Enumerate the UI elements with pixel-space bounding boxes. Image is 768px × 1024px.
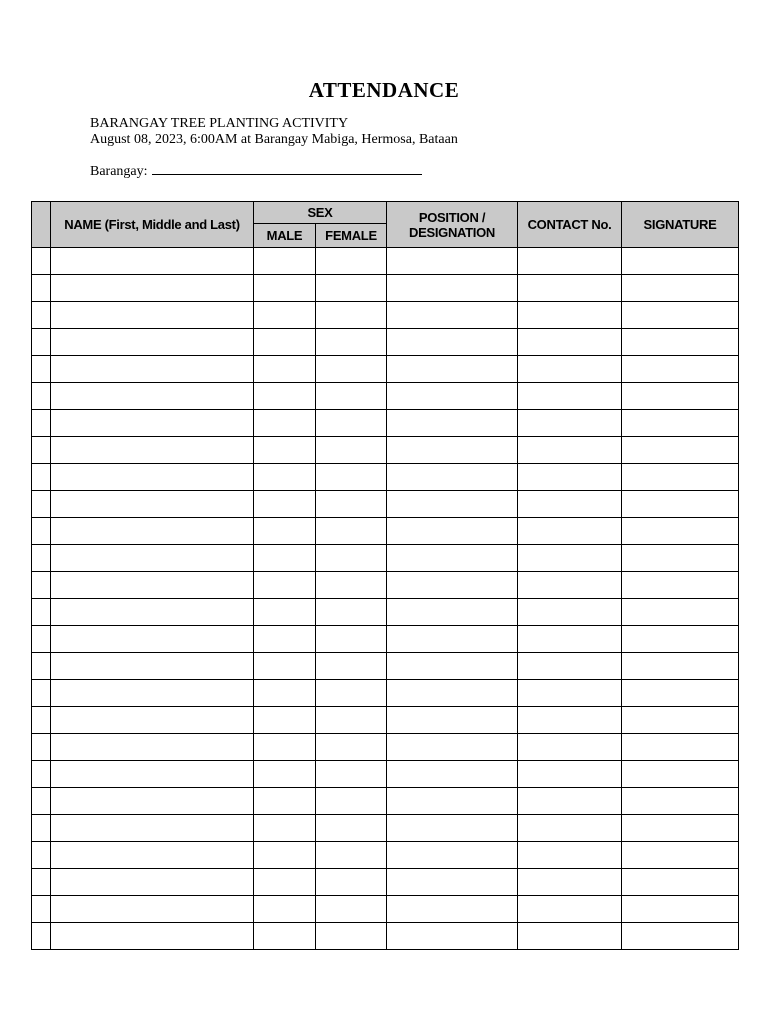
position-cell[interactable] bbox=[387, 275, 518, 302]
signature-cell[interactable] bbox=[622, 275, 739, 302]
contact-cell[interactable] bbox=[518, 896, 622, 923]
signature-cell[interactable] bbox=[622, 923, 739, 950]
row-number-cell[interactable] bbox=[32, 491, 51, 518]
table-row bbox=[32, 545, 739, 572]
contact-cell[interactable] bbox=[518, 545, 622, 572]
name-cell[interactable] bbox=[51, 329, 254, 356]
female-cell[interactable] bbox=[316, 788, 387, 815]
male-cell[interactable] bbox=[254, 248, 316, 275]
position-cell[interactable] bbox=[387, 464, 518, 491]
female-cell[interactable] bbox=[316, 572, 387, 599]
table-row bbox=[32, 329, 739, 356]
activity-info bbox=[90, 116, 458, 148]
table-row bbox=[32, 869, 739, 896]
table-row bbox=[32, 518, 739, 545]
row-number-cell[interactable] bbox=[32, 410, 51, 437]
row-number-cell[interactable] bbox=[32, 356, 51, 383]
row-number-cell[interactable] bbox=[32, 815, 51, 842]
position-cell[interactable] bbox=[387, 302, 518, 329]
contact-cell[interactable] bbox=[518, 383, 622, 410]
position-cell[interactable] bbox=[387, 599, 518, 626]
position-cell[interactable] bbox=[387, 491, 518, 518]
contact-cell[interactable] bbox=[518, 788, 622, 815]
male-cell[interactable] bbox=[254, 437, 316, 464]
signature-cell[interactable] bbox=[622, 815, 739, 842]
male-cell[interactable] bbox=[254, 545, 316, 572]
page-title: ATTENDANCE bbox=[308, 78, 460, 102]
header-contact: CONTACT No. bbox=[518, 202, 622, 248]
table-row bbox=[32, 734, 739, 761]
row-number-cell[interactable] bbox=[32, 275, 51, 302]
male-cell[interactable] bbox=[254, 707, 316, 734]
table-row bbox=[32, 788, 739, 815]
row-number-cell[interactable] bbox=[32, 734, 51, 761]
contact-cell[interactable] bbox=[518, 734, 622, 761]
position-cell[interactable] bbox=[387, 815, 518, 842]
table-row bbox=[32, 680, 739, 707]
name-cell[interactable] bbox=[51, 248, 254, 275]
signature-cell[interactable] bbox=[622, 761, 739, 788]
signature-cell[interactable] bbox=[622, 248, 739, 275]
signature-cell[interactable] bbox=[622, 626, 739, 653]
header-female: FEMALE bbox=[316, 224, 387, 248]
position-cell[interactable] bbox=[387, 734, 518, 761]
contact-cell[interactable] bbox=[518, 572, 622, 599]
table-row bbox=[32, 302, 739, 329]
female-cell[interactable] bbox=[316, 626, 387, 653]
name-cell[interactable] bbox=[51, 491, 254, 518]
signature-cell[interactable] bbox=[622, 707, 739, 734]
position-cell[interactable] bbox=[387, 329, 518, 356]
male-cell[interactable] bbox=[254, 815, 316, 842]
contact-cell[interactable] bbox=[518, 869, 622, 896]
table-row bbox=[32, 275, 739, 302]
signature-cell[interactable] bbox=[622, 518, 739, 545]
signature-cell[interactable] bbox=[622, 383, 739, 410]
row-number-cell[interactable] bbox=[32, 869, 51, 896]
row-number-cell[interactable] bbox=[32, 437, 51, 464]
male-cell[interactable] bbox=[254, 383, 316, 410]
row-number-cell[interactable] bbox=[32, 572, 51, 599]
female-cell[interactable] bbox=[316, 869, 387, 896]
table-row bbox=[32, 923, 739, 950]
row-number-cell[interactable] bbox=[32, 707, 51, 734]
female-cell[interactable] bbox=[316, 410, 387, 437]
table-row bbox=[32, 464, 739, 491]
male-cell[interactable] bbox=[254, 734, 316, 761]
table-row bbox=[32, 248, 739, 275]
male-cell[interactable] bbox=[254, 302, 316, 329]
attendance-table bbox=[31, 201, 739, 950]
female-cell[interactable] bbox=[316, 923, 387, 950]
contact-cell[interactable] bbox=[518, 923, 622, 950]
row-number-cell[interactable] bbox=[32, 545, 51, 572]
row-number-cell[interactable] bbox=[32, 626, 51, 653]
contact-cell[interactable] bbox=[518, 356, 622, 383]
female-cell[interactable] bbox=[316, 248, 387, 275]
name-cell[interactable] bbox=[51, 275, 254, 302]
contact-cell[interactable] bbox=[518, 437, 622, 464]
position-cell[interactable] bbox=[387, 923, 518, 950]
row-number-cell[interactable] bbox=[32, 599, 51, 626]
female-cell[interactable] bbox=[316, 356, 387, 383]
signature-cell[interactable] bbox=[622, 545, 739, 572]
row-number-cell[interactable] bbox=[32, 761, 51, 788]
row-number-cell[interactable] bbox=[32, 653, 51, 680]
row-number-cell[interactable] bbox=[32, 923, 51, 950]
male-cell[interactable] bbox=[254, 680, 316, 707]
male-cell[interactable] bbox=[254, 653, 316, 680]
name-cell[interactable] bbox=[51, 545, 254, 572]
activity-name: BARANGAY TREE PLANTING ACTIVITY bbox=[90, 116, 349, 131]
header-number bbox=[32, 202, 51, 248]
male-cell[interactable] bbox=[254, 275, 316, 302]
position-cell[interactable] bbox=[387, 572, 518, 599]
male-cell[interactable] bbox=[254, 356, 316, 383]
position-cell[interactable] bbox=[387, 896, 518, 923]
female-cell[interactable] bbox=[316, 545, 387, 572]
signature-cell[interactable] bbox=[622, 680, 739, 707]
barangay-field bbox=[90, 160, 422, 180]
position-cell[interactable] bbox=[387, 518, 518, 545]
name-cell[interactable] bbox=[51, 464, 254, 491]
header-name: NAME (First, Middle and Last) bbox=[51, 202, 254, 248]
table-row bbox=[32, 437, 739, 464]
female-cell[interactable] bbox=[316, 329, 387, 356]
female-cell[interactable] bbox=[316, 761, 387, 788]
row-number-cell[interactable] bbox=[32, 383, 51, 410]
contact-cell[interactable] bbox=[518, 302, 622, 329]
header-signature: SIGNATURE bbox=[622, 202, 739, 248]
table-row bbox=[32, 707, 739, 734]
female-cell[interactable] bbox=[316, 734, 387, 761]
male-cell[interactable] bbox=[254, 788, 316, 815]
female-cell[interactable] bbox=[316, 599, 387, 626]
position-cell[interactable] bbox=[387, 761, 518, 788]
table-row bbox=[32, 491, 739, 518]
name-cell[interactable] bbox=[51, 707, 254, 734]
female-cell[interactable] bbox=[316, 302, 387, 329]
position-cell[interactable] bbox=[387, 437, 518, 464]
row-number-cell[interactable] bbox=[32, 248, 51, 275]
name-cell[interactable] bbox=[51, 680, 254, 707]
contact-cell[interactable] bbox=[518, 248, 622, 275]
signature-cell[interactable] bbox=[622, 896, 739, 923]
name-cell[interactable] bbox=[51, 599, 254, 626]
table-row bbox=[32, 653, 739, 680]
signature-cell[interactable] bbox=[622, 653, 739, 680]
row-number-cell[interactable] bbox=[32, 329, 51, 356]
female-cell[interactable] bbox=[316, 275, 387, 302]
signature-cell[interactable] bbox=[622, 464, 739, 491]
activity-date-location: August 08, 2023, 6:00AM at Barangay Mabiga, Hermosa, Bataan bbox=[90, 132, 458, 147]
table-row bbox=[32, 761, 739, 788]
position-cell[interactable] bbox=[387, 680, 518, 707]
name-cell[interactable] bbox=[51, 842, 254, 869]
name-cell[interactable] bbox=[51, 302, 254, 329]
table-row bbox=[32, 842, 739, 869]
contact-cell[interactable] bbox=[518, 680, 622, 707]
signature-cell[interactable] bbox=[622, 410, 739, 437]
contact-cell[interactable] bbox=[518, 518, 622, 545]
name-cell[interactable] bbox=[51, 572, 254, 599]
position-cell[interactable] bbox=[387, 653, 518, 680]
signature-cell[interactable] bbox=[622, 788, 739, 815]
signature-cell[interactable] bbox=[622, 437, 739, 464]
name-cell[interactable] bbox=[51, 626, 254, 653]
male-cell[interactable] bbox=[254, 761, 316, 788]
signature-cell[interactable] bbox=[622, 356, 739, 383]
signature-cell[interactable] bbox=[622, 572, 739, 599]
table-row bbox=[32, 815, 739, 842]
contact-cell[interactable] bbox=[518, 491, 622, 518]
signature-cell[interactable] bbox=[622, 599, 739, 626]
signature-cell[interactable] bbox=[622, 869, 739, 896]
male-cell[interactable] bbox=[254, 410, 316, 437]
male-cell[interactable] bbox=[254, 869, 316, 896]
position-cell[interactable] bbox=[387, 545, 518, 572]
name-cell[interactable] bbox=[51, 437, 254, 464]
female-cell[interactable] bbox=[316, 896, 387, 923]
position-cell[interactable] bbox=[387, 707, 518, 734]
row-number-cell[interactable] bbox=[32, 518, 51, 545]
name-cell[interactable] bbox=[51, 518, 254, 545]
female-cell[interactable] bbox=[316, 437, 387, 464]
row-number-cell[interactable] bbox=[32, 680, 51, 707]
contact-cell[interactable] bbox=[518, 464, 622, 491]
barangay-blank-line bbox=[152, 160, 422, 175]
signature-cell[interactable] bbox=[622, 491, 739, 518]
name-cell[interactable] bbox=[51, 653, 254, 680]
row-number-cell[interactable] bbox=[32, 302, 51, 329]
contact-cell[interactable] bbox=[518, 626, 622, 653]
male-cell[interactable] bbox=[254, 599, 316, 626]
position-cell[interactable] bbox=[387, 356, 518, 383]
contact-cell[interactable] bbox=[518, 653, 622, 680]
female-cell[interactable] bbox=[316, 383, 387, 410]
signature-cell[interactable] bbox=[622, 734, 739, 761]
position-cell[interactable] bbox=[387, 410, 518, 437]
male-cell[interactable] bbox=[254, 626, 316, 653]
male-cell[interactable] bbox=[254, 464, 316, 491]
contact-cell[interactable] bbox=[518, 329, 622, 356]
male-cell[interactable] bbox=[254, 329, 316, 356]
male-cell[interactable] bbox=[254, 896, 316, 923]
position-cell[interactable] bbox=[387, 842, 518, 869]
male-cell[interactable] bbox=[254, 842, 316, 869]
name-cell[interactable] bbox=[51, 761, 254, 788]
female-cell[interactable] bbox=[316, 815, 387, 842]
male-cell[interactable] bbox=[254, 923, 316, 950]
female-cell[interactable] bbox=[316, 707, 387, 734]
position-cell[interactable] bbox=[387, 788, 518, 815]
table-row bbox=[32, 572, 739, 599]
name-cell[interactable] bbox=[51, 356, 254, 383]
contact-cell[interactable] bbox=[518, 761, 622, 788]
table-row bbox=[32, 896, 739, 923]
position-cell[interactable] bbox=[387, 626, 518, 653]
name-cell[interactable] bbox=[51, 410, 254, 437]
position-cell[interactable] bbox=[387, 383, 518, 410]
name-cell[interactable] bbox=[51, 869, 254, 896]
table-row bbox=[32, 383, 739, 410]
contact-cell[interactable] bbox=[518, 815, 622, 842]
female-cell[interactable] bbox=[316, 653, 387, 680]
signature-cell[interactable] bbox=[622, 329, 739, 356]
name-cell[interactable] bbox=[51, 923, 254, 950]
male-cell[interactable] bbox=[254, 572, 316, 599]
contact-cell[interactable] bbox=[518, 275, 622, 302]
header-position: POSITION / DESIGNATION bbox=[387, 202, 518, 248]
position-cell[interactable] bbox=[387, 248, 518, 275]
table-row bbox=[32, 410, 739, 437]
row-number-cell[interactable] bbox=[32, 464, 51, 491]
attendance-rows bbox=[32, 248, 739, 950]
contact-cell[interactable] bbox=[518, 842, 622, 869]
name-cell[interactable] bbox=[51, 815, 254, 842]
female-cell[interactable] bbox=[316, 464, 387, 491]
signature-cell[interactable] bbox=[622, 302, 739, 329]
table-row bbox=[32, 626, 739, 653]
barangay-label: Barangay: bbox=[90, 164, 148, 179]
name-cell[interactable] bbox=[51, 383, 254, 410]
female-cell[interactable] bbox=[316, 842, 387, 869]
header-male: MALE bbox=[254, 224, 316, 248]
table-row bbox=[32, 356, 739, 383]
contact-cell[interactable] bbox=[518, 410, 622, 437]
header-sex: SEX bbox=[254, 202, 387, 224]
name-cell[interactable] bbox=[51, 788, 254, 815]
female-cell[interactable] bbox=[316, 491, 387, 518]
position-cell[interactable] bbox=[387, 869, 518, 896]
row-number-cell[interactable] bbox=[32, 842, 51, 869]
row-number-cell[interactable] bbox=[32, 896, 51, 923]
signature-cell[interactable] bbox=[622, 842, 739, 869]
contact-cell[interactable] bbox=[518, 707, 622, 734]
table-row bbox=[32, 599, 739, 626]
male-cell[interactable] bbox=[254, 518, 316, 545]
name-cell[interactable] bbox=[51, 896, 254, 923]
female-cell[interactable] bbox=[316, 680, 387, 707]
female-cell[interactable] bbox=[316, 518, 387, 545]
name-cell[interactable] bbox=[51, 734, 254, 761]
row-number-cell[interactable] bbox=[32, 788, 51, 815]
contact-cell[interactable] bbox=[518, 599, 622, 626]
male-cell[interactable] bbox=[254, 491, 316, 518]
